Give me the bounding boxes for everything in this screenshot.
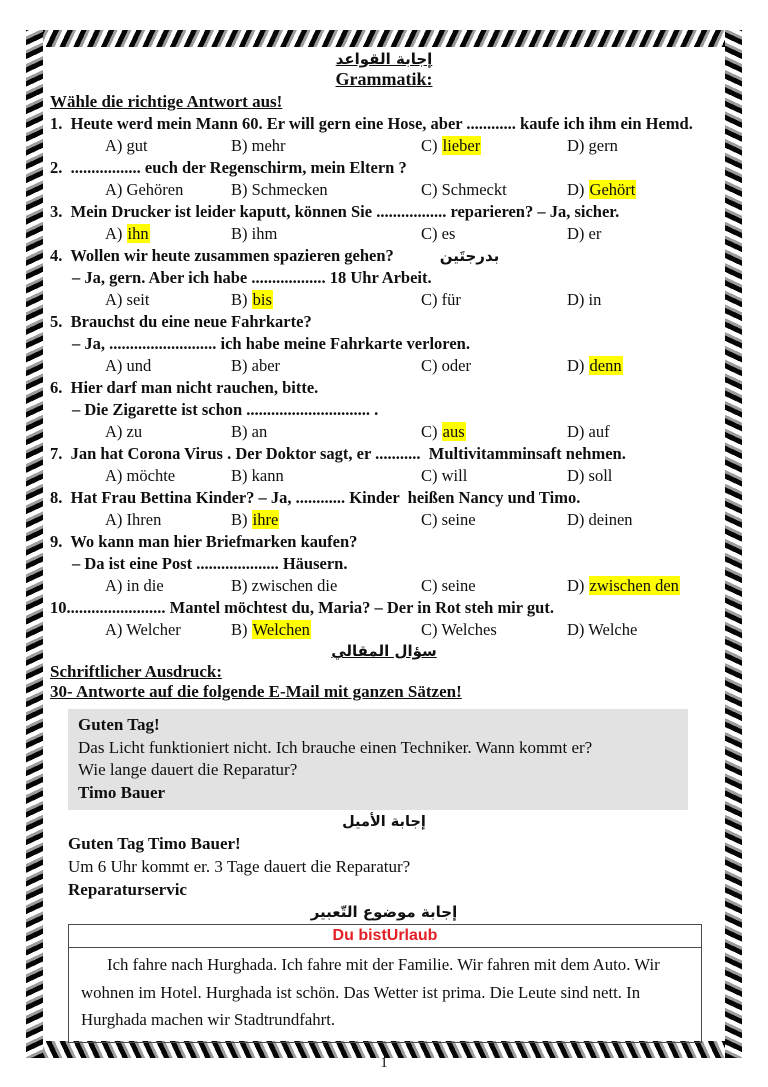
heading-essay-answer-arabic: إجابة موضوع التّعبير	[310, 903, 458, 921]
option-word: Welches	[441, 620, 497, 639]
options-row	[50, 421, 718, 443]
question-text-span: 5. Brauchst du eine neue Fahrkarte?	[50, 312, 312, 331]
option: A) zu	[105, 422, 143, 441]
options-row	[50, 575, 718, 597]
option-word: ihm	[251, 224, 278, 243]
highlighted-answer: aus	[442, 422, 465, 441]
question-text	[50, 377, 718, 399]
option-word: Schmeckt	[441, 180, 507, 199]
option-word: für	[441, 290, 461, 309]
option: A) möchte	[105, 466, 176, 485]
option: C) Schmeckt	[421, 180, 507, 199]
email-signature: Timo Bauer	[78, 782, 166, 802]
option: D) er	[567, 224, 602, 243]
heading-email-answer-arabic: إجابة الأميل	[342, 814, 426, 830]
option: B) ihm	[231, 224, 278, 243]
question-text	[50, 311, 718, 333]
question-text-span: 7. Jan hat Corona Virus . Der Doktor sagt, er ........... Multivitamminsaft nehmen.	[50, 444, 626, 463]
question-text	[50, 487, 718, 509]
option-word: gut	[126, 136, 148, 155]
essay-text: Ich fahre nach Hurghada. Ich fahre mit der Familie. Wir fahren mit dem Auto. Wir wohnen im Hotel. Hurghada ist schön. Das Wetter ist prima. Die Leute sind nett. In Hurghada machen wir Stadtrundfahrt.	[81, 955, 660, 1029]
question-text	[50, 201, 718, 223]
option-word: möchte	[126, 466, 176, 485]
option: C) aus	[421, 422, 465, 441]
decorative-border-top	[26, 30, 742, 47]
option-word: oder	[441, 356, 471, 375]
option: D) Gehört	[567, 180, 636, 199]
reply-signature: Reparaturservic	[68, 880, 187, 899]
options-row	[50, 465, 718, 487]
heading-written-expression: Schriftlicher Ausdruck:	[50, 662, 223, 681]
heading-grammatik: Grammatik:	[335, 69, 433, 89]
question-text-span: 1. Heute werd mein Mann 60. Er will gern eine Hose, aber ............ kaufe ich ihm ein Hemd.	[50, 114, 693, 133]
heading-essay-question-arabic: سؤال المقالي	[331, 642, 437, 660]
decorative-border-left	[26, 30, 43, 1058]
option-word: in die	[126, 576, 164, 595]
email-greeting: Guten Tag!	[78, 715, 160, 734]
heading-grammar-answer-arabic: إجابة القواعد	[335, 50, 433, 68]
option-word: auf	[588, 422, 610, 441]
option-word: deinen	[588, 510, 633, 529]
question-text-span: 9. Wo kann man hier Briefmarken kaufen?	[50, 532, 358, 551]
email-body-line: Das Licht funktioniert nicht. Ich brauche einen Techniker. Wann kommt er?	[78, 737, 593, 757]
question-text	[50, 113, 718, 135]
option-word: seine	[441, 510, 476, 529]
question-subline: – Da ist eine Post .................... Häusern.	[72, 554, 348, 573]
highlighted-answer: Gehört	[589, 180, 636, 199]
option: A) Gehören	[105, 180, 184, 199]
option: C) Welches	[421, 620, 497, 639]
essay-title: Du bistUrlaub	[69, 925, 701, 948]
option-word: gern	[588, 136, 618, 155]
highlighted-answer: ihn	[127, 224, 149, 243]
email-body-line: Wie lange dauert die Reparatur?	[78, 760, 298, 779]
option-word: zwischen die	[251, 576, 338, 595]
option: A) seit	[105, 290, 150, 309]
option: A) Ihren	[105, 510, 162, 529]
option: C) seine	[421, 510, 476, 529]
option-word: und	[126, 356, 152, 375]
question-subline: – Ja, .......................... ich habe meine Fahrkarte verloren.	[72, 334, 470, 353]
option-word: Gehören	[126, 180, 184, 199]
options-row	[50, 135, 718, 157]
option: A) und	[105, 356, 152, 375]
page-content	[50, 48, 718, 1072]
highlighted-answer: lieber	[442, 136, 481, 155]
option: C) oder	[421, 356, 471, 375]
options-row	[50, 289, 718, 311]
option-word: kann	[251, 466, 284, 485]
question-text-span: 4. Wollen wir heute zusammen spazieren gehen?	[50, 246, 394, 265]
question-text	[50, 443, 718, 465]
question-note-arabic: بدرجتَين	[439, 247, 500, 265]
page-number: 1	[380, 1054, 388, 1071]
option: D) deinen	[567, 510, 633, 529]
option: B) mehr	[231, 136, 286, 155]
option-word: aber	[251, 356, 281, 375]
option: C) seine	[421, 576, 476, 595]
question-text	[50, 597, 718, 619]
options-row	[50, 179, 718, 201]
option: B) Schmecken	[231, 180, 328, 199]
heading-task-30: 30- Antworte auf die folgende E-Mail mit ganzen Sätzen!	[50, 682, 462, 701]
option-word: seit	[126, 290, 150, 309]
decorative-border-right	[725, 30, 742, 1058]
option-word: Welche	[588, 620, 638, 639]
highlighted-answer: zwischen den	[589, 576, 679, 595]
question-subline: – Ja, gern. Aber ich habe .................. 18 Uhr Arbeit.	[72, 268, 432, 287]
question-text-span: 2. ................. euch der Regenschirm, mein Eltern ?	[50, 158, 407, 177]
essay-box	[68, 924, 702, 1043]
option-word: an	[251, 422, 268, 441]
option: D) Welche	[567, 620, 638, 639]
option: D) gern	[567, 136, 618, 155]
option: D) auf	[567, 422, 610, 441]
option-word: Welcher	[126, 620, 181, 639]
option-word: mehr	[251, 136, 286, 155]
option: B) bis	[231, 290, 272, 309]
option: B) aber	[231, 356, 281, 375]
question-text	[50, 245, 718, 267]
heading-instruction: Wähle die richtige Antwort aus!	[50, 92, 283, 111]
option: D) denn	[567, 356, 622, 375]
questions-list	[50, 113, 718, 641]
option: A) ihn	[105, 224, 149, 243]
question-subline: – Die Zigarette ist schon .............................. .	[72, 400, 379, 419]
highlighted-answer: Welchen	[252, 620, 310, 639]
option: A) in die	[105, 576, 164, 595]
option: B) an	[231, 422, 268, 441]
option: C) es	[421, 224, 456, 243]
option-word: zu	[126, 422, 143, 441]
option-word: seine	[441, 576, 476, 595]
option: C) für	[421, 290, 461, 309]
question-text-span: 8. Hat Frau Bettina Kinder? – Ja, ............ Kinder heißen Nancy und Timo.	[50, 488, 581, 507]
question-text-span: 6. Hier darf man nicht rauchen, bitte.	[50, 378, 319, 397]
question-text-span: 3. Mein Drucker ist leider kaputt, können Sie ................. reparieren? – Ja, sicher.	[50, 202, 620, 221]
option: B) ihre	[231, 510, 279, 529]
options-row	[50, 619, 718, 641]
reply-body-line: Um 6 Uhr kommt er. 3 Tage dauert die Reparatur?	[68, 857, 411, 876]
option-word: Ihren	[126, 510, 162, 529]
reply-greeting: Guten Tag Timo Bauer!	[68, 834, 241, 853]
options-row	[50, 223, 718, 245]
option: C) lieber	[421, 136, 481, 155]
options-row	[50, 509, 718, 531]
highlighted-answer: bis	[252, 290, 272, 309]
email-prompt-box	[68, 709, 688, 810]
question-text-span: 10........................ Mantel möchtest du, Maria? – Der in Rot steh mir gut.	[50, 598, 554, 617]
option: A) Welcher	[105, 620, 181, 639]
option: B) kann	[231, 466, 284, 485]
option: D) in	[567, 290, 602, 309]
option-word: Schmecken	[251, 180, 328, 199]
option: D) zwischen den	[567, 576, 679, 595]
question-text	[50, 157, 718, 179]
option: D) soll	[567, 466, 613, 485]
option-word: er	[588, 224, 602, 243]
highlighted-answer: ihre	[252, 510, 279, 529]
option-word: will	[441, 466, 468, 485]
question-text	[50, 531, 718, 553]
option-word: es	[441, 224, 456, 243]
highlighted-answer: denn	[589, 356, 622, 375]
option: B) zwischen die	[231, 576, 338, 595]
option: C) will	[421, 466, 468, 485]
option-word: soll	[588, 466, 613, 485]
email-reply	[68, 832, 718, 901]
option-word: in	[588, 290, 602, 309]
options-row	[50, 355, 718, 377]
option: A) gut	[105, 136, 148, 155]
option: B) Welchen	[231, 620, 310, 639]
